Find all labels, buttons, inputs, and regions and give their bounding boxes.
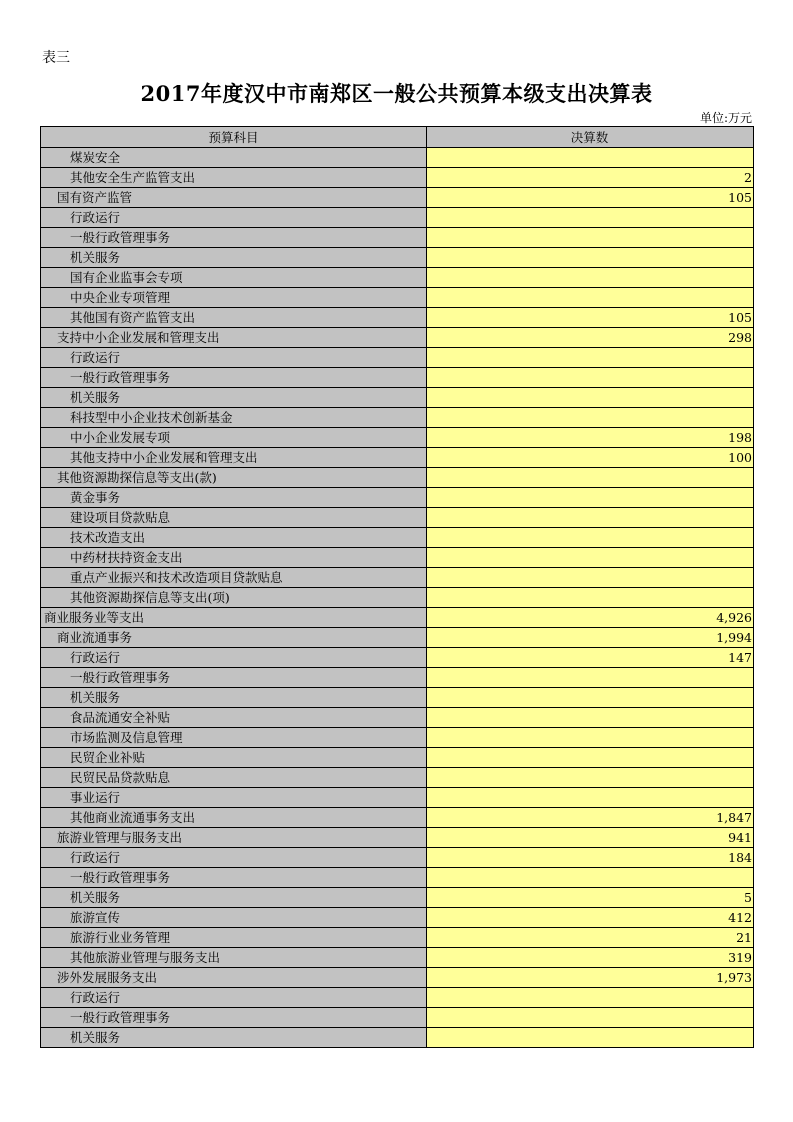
row-amount bbox=[427, 788, 754, 808]
row-amount: 412 bbox=[427, 908, 754, 928]
table-row bbox=[41, 548, 754, 568]
row-item-name: 民贸民品贷款贴息 bbox=[41, 768, 427, 788]
row-item-name: 机关服务 bbox=[41, 1028, 427, 1048]
table-row bbox=[41, 968, 754, 988]
row-amount bbox=[427, 1028, 754, 1048]
table-row bbox=[41, 408, 754, 428]
row-amount: 100 bbox=[427, 448, 754, 468]
row-item-name: 商业服务业等支出 bbox=[41, 608, 427, 628]
row-item-name: 一般行政管理事务 bbox=[41, 868, 427, 888]
row-item-name: 旅游业管理与服务支出 bbox=[41, 828, 427, 848]
row-amount bbox=[427, 468, 754, 488]
row-item-name: 国有企业监事会专项 bbox=[41, 268, 427, 288]
row-item-name: 黄金事务 bbox=[41, 488, 427, 508]
row-item-name: 行政运行 bbox=[41, 988, 427, 1008]
row-item-name: 行政运行 bbox=[41, 848, 427, 868]
table-row bbox=[41, 988, 754, 1008]
row-amount: 198 bbox=[427, 428, 754, 448]
table-row bbox=[41, 568, 754, 588]
row-item-name: 技术改造支出 bbox=[41, 528, 427, 548]
row-amount bbox=[427, 568, 754, 588]
table-row bbox=[41, 948, 754, 968]
row-amount: 2 bbox=[427, 168, 754, 188]
table-row bbox=[41, 388, 754, 408]
row-amount: 941 bbox=[427, 828, 754, 848]
row-item-name: 科技型中小企业技术创新基金 bbox=[41, 408, 427, 428]
table-row bbox=[41, 448, 754, 468]
row-amount bbox=[427, 228, 754, 248]
table-row bbox=[41, 1008, 754, 1028]
row-item-name: 涉外发展服务支出 bbox=[41, 968, 427, 988]
table-row bbox=[41, 468, 754, 488]
row-item-name: 中央企业专项管理 bbox=[41, 288, 427, 308]
row-amount bbox=[427, 248, 754, 268]
table-row bbox=[41, 248, 754, 268]
row-amount bbox=[427, 548, 754, 568]
row-amount bbox=[427, 588, 754, 608]
row-item-name: 旅游行业业务管理 bbox=[41, 928, 427, 948]
table-row bbox=[41, 728, 754, 748]
row-amount: 1,994 bbox=[427, 628, 754, 648]
row-amount bbox=[427, 488, 754, 508]
row-item-name: 其他商业流通事务支出 bbox=[41, 808, 427, 828]
row-amount bbox=[427, 728, 754, 748]
row-item-name: 支持中小企业发展和管理支出 bbox=[41, 328, 427, 348]
row-item-name: 其他资源勘探信息等支出(项) bbox=[41, 588, 427, 608]
row-amount: 105 bbox=[427, 188, 754, 208]
table-row bbox=[41, 708, 754, 728]
header-amount: 决算数 bbox=[427, 127, 754, 148]
table-row bbox=[41, 788, 754, 808]
row-item-name: 行政运行 bbox=[41, 648, 427, 668]
row-amount bbox=[427, 688, 754, 708]
table-row bbox=[41, 608, 754, 628]
row-item-name: 一般行政管理事务 bbox=[41, 668, 427, 688]
table-row bbox=[41, 488, 754, 508]
row-item-name: 其他国有资产监管支出 bbox=[41, 308, 427, 328]
table-row bbox=[41, 688, 754, 708]
row-item-name: 中小企业发展专项 bbox=[41, 428, 427, 448]
row-item-name: 一般行政管理事务 bbox=[41, 228, 427, 248]
row-item-name: 机关服务 bbox=[41, 388, 427, 408]
table-row bbox=[41, 288, 754, 308]
table-row bbox=[41, 268, 754, 288]
row-amount: 319 bbox=[427, 948, 754, 968]
table-row bbox=[41, 1028, 754, 1048]
row-item-name: 民贸企业补贴 bbox=[41, 748, 427, 768]
row-item-name: 其他支持中小企业发展和管理支出 bbox=[41, 448, 427, 468]
row-item-name: 机关服务 bbox=[41, 248, 427, 268]
row-item-name: 其他资源勘探信息等支出(款) bbox=[41, 468, 427, 488]
row-amount bbox=[427, 288, 754, 308]
row-amount bbox=[427, 408, 754, 428]
row-amount bbox=[427, 148, 754, 168]
row-item-name: 机关服务 bbox=[41, 688, 427, 708]
table-row bbox=[41, 748, 754, 768]
unit-label: 单位:万元 bbox=[699, 111, 752, 125]
table-row bbox=[41, 908, 754, 928]
row-item-name: 旅游宣传 bbox=[41, 908, 427, 928]
row-amount bbox=[427, 748, 754, 768]
budget-table bbox=[40, 126, 754, 1048]
table-number: 表三 bbox=[42, 50, 70, 66]
table-row bbox=[41, 348, 754, 368]
row-item-name: 其他旅游业管理与服务支出 bbox=[41, 948, 427, 968]
table-row bbox=[41, 868, 754, 888]
header-item: 预算科目 bbox=[41, 127, 427, 148]
table-row bbox=[41, 768, 754, 788]
row-item-name: 行政运行 bbox=[41, 208, 427, 228]
table-row bbox=[41, 208, 754, 228]
table-row bbox=[41, 848, 754, 868]
table-row bbox=[41, 588, 754, 608]
row-item-name: 一般行政管理事务 bbox=[41, 1008, 427, 1028]
row-item-name: 煤炭安全 bbox=[41, 148, 427, 168]
row-amount: 21 bbox=[427, 928, 754, 948]
row-item-name: 机关服务 bbox=[41, 888, 427, 908]
row-amount bbox=[427, 868, 754, 888]
table-row bbox=[41, 168, 754, 188]
row-item-name: 市场监测及信息管理 bbox=[41, 728, 427, 748]
row-amount bbox=[427, 768, 754, 788]
row-item-name: 建设项目贷款贴息 bbox=[41, 508, 427, 528]
table-row bbox=[41, 888, 754, 908]
row-item-name: 重点产业振兴和技术改造项目贷款贴息 bbox=[41, 568, 427, 588]
table-row bbox=[41, 428, 754, 448]
row-amount bbox=[427, 668, 754, 688]
row-amount bbox=[427, 268, 754, 288]
row-amount bbox=[427, 368, 754, 388]
row-amount: 5 bbox=[427, 888, 754, 908]
table-row bbox=[41, 668, 754, 688]
row-amount: 4,926 bbox=[427, 608, 754, 628]
row-item-name: 商业流通事务 bbox=[41, 628, 427, 648]
row-amount bbox=[427, 528, 754, 548]
row-item-name: 中药材扶持资金支出 bbox=[41, 548, 427, 568]
row-amount bbox=[427, 1008, 754, 1028]
table-row bbox=[41, 328, 754, 348]
table-row bbox=[41, 508, 754, 528]
row-amount: 1,847 bbox=[427, 808, 754, 828]
row-amount bbox=[427, 348, 754, 368]
table-row bbox=[41, 928, 754, 948]
row-item-name: 事业运行 bbox=[41, 788, 427, 808]
row-amount: 1,973 bbox=[427, 968, 754, 988]
row-item-name: 一般行政管理事务 bbox=[41, 368, 427, 388]
table-row bbox=[41, 528, 754, 548]
table-row bbox=[41, 228, 754, 248]
row-item-name: 食品流通安全补贴 bbox=[41, 708, 427, 728]
budget-table-container bbox=[40, 126, 753, 1048]
table-row bbox=[41, 188, 754, 208]
row-amount: 105 bbox=[427, 308, 754, 328]
table-row bbox=[41, 628, 754, 648]
row-item-name: 国有资产监管 bbox=[41, 188, 427, 208]
page-title: 2017年度汉中市南郑区一般公共预算本级支出决算表 bbox=[140, 81, 653, 106]
row-amount: 298 bbox=[427, 328, 754, 348]
table-row bbox=[41, 648, 754, 668]
row-amount: 147 bbox=[427, 648, 754, 668]
table-row bbox=[41, 828, 754, 848]
row-item-name: 其他安全生产监管支出 bbox=[41, 168, 427, 188]
row-amount bbox=[427, 388, 754, 408]
row-amount bbox=[427, 708, 754, 728]
table-row bbox=[41, 148, 754, 168]
table-row bbox=[41, 808, 754, 828]
table-row bbox=[41, 368, 754, 388]
row-amount bbox=[427, 508, 754, 528]
row-amount bbox=[427, 988, 754, 1008]
row-amount bbox=[427, 208, 754, 228]
table-header-row bbox=[41, 127, 754, 148]
row-item-name: 行政运行 bbox=[41, 348, 427, 368]
table-row bbox=[41, 308, 754, 328]
row-amount: 184 bbox=[427, 848, 754, 868]
